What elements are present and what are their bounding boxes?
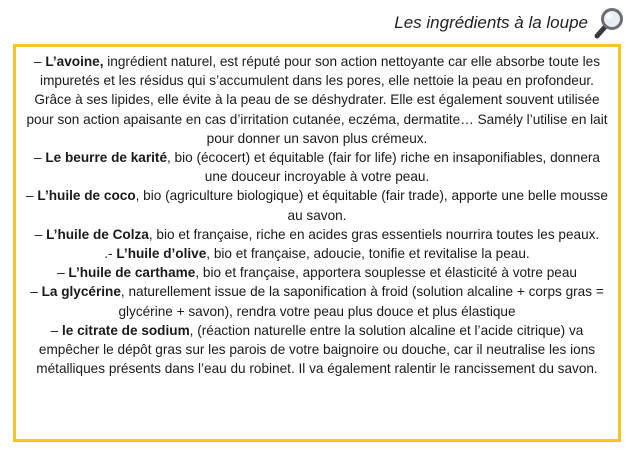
ingredient-item: – La glycérine, naturellement issue de la saponification à froid (solution alcaline + corps gras = glycérine + savon), rendra votre peau plus douce et plus élastique: [30, 284, 604, 319]
ingredient-name: L’avoine,: [45, 54, 104, 69]
ingredient-item: – L’huile de Colza, bio et française, riche en acides gras essentiels nourrira toutes les peaux.: [34, 226, 600, 242]
ingredient-item: – Le beurre de karité, bio (écocert) et équitable (fair for life) riche en insaponifiables, donnera une douceur incroyable à votre peau.: [34, 150, 600, 185]
ingredient-name: le citrate de sodium: [61, 322, 190, 338]
page-title: Les ingrédients à la loupe: [394, 13, 588, 32]
ingredient-name: L’huile d’olive: [116, 246, 207, 262]
ingredient-name: La glycérine: [41, 284, 121, 300]
magnifying-glass-icon: [592, 6, 626, 40]
ingredient-name: L’huile de coco: [37, 188, 136, 204]
header: [394, 6, 626, 40]
ingredient-item: .- L’huile d’olive, bio et française, adoucie, tonifie et revitalise la peau.: [104, 246, 530, 262]
ingredient-item: – L’huile de coco, bio (agriculture biologique) et équitable (fair trade), apporte une belle mousse au savon.: [26, 188, 608, 223]
ingredient-name: L’huile de Colza: [46, 226, 149, 242]
ingredient-name: L’huile de carthame: [68, 265, 196, 281]
ingredient-item: – le citrate de sodium, (réaction naturelle entre la solution alcaline et l’acide citrique) va empêcher le dépôt gras sur les parois de votre baignoire ou douche, car il neutralise les ions métalliques présents dans l’eau du robinet. Il va également ralentir le rancissement du savon.: [36, 322, 598, 377]
ingredient-item: – L’huile de carthame, bio et française, apportera souplesse et élasticité à votre peau: [57, 265, 577, 281]
ingredients-box: [13, 44, 621, 442]
ingredient-item: – L’avoine, ingrédient naturel, est réputé pour son action nettoyante car elle absorbe toute les impuretés et les résidus qui s’accumulent dans les pores, elle nettoie la peau en profondeur. Grâce à ses lipides, elle évite à la peau de se déshydrater. Elle est également souvent utilisée pour son action apaisante en cas d’irritation cutanée, eczéma, dermatite… Samély l’utilise en lait pour donner un savon plus crémeux.: [26, 54, 608, 146]
ingredient-name: Le beurre de karité: [45, 150, 167, 166]
